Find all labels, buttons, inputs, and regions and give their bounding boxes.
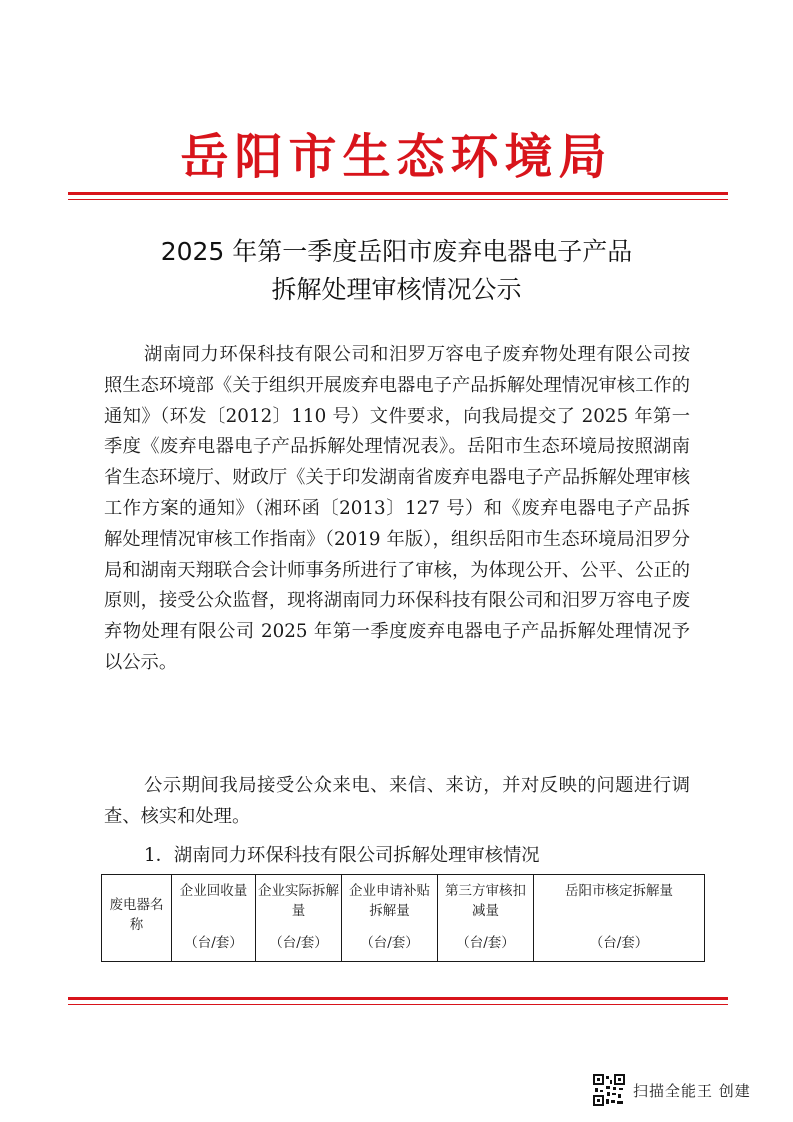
column-header-unit: （台/套） bbox=[360, 935, 419, 951]
watermark-text: 扫描全能王 创建 bbox=[633, 1081, 751, 1100]
column-header bbox=[172, 875, 256, 962]
footer-red-rule-thin bbox=[68, 1004, 728, 1005]
column-header-label: 第三方审核扣减量 bbox=[445, 883, 526, 919]
column-header-label: 企业申请补贴拆解量 bbox=[349, 883, 430, 919]
table-header-row bbox=[102, 875, 705, 962]
body-paragraph-2: 公示期间我局接受公众来电、来信、来访，并对反映的问题进行调查、核实和处理。 bbox=[104, 775, 690, 827]
section-heading: 1．湖南同力环保科技有限公司拆解处理审核情况 bbox=[144, 845, 540, 866]
column-header-unit: （台/套） bbox=[589, 935, 649, 951]
letterhead-red-rule-thin bbox=[68, 199, 728, 200]
scanner-watermark bbox=[593, 1073, 751, 1107]
column-header bbox=[534, 875, 705, 962]
column-header bbox=[342, 875, 438, 962]
column-header-unit: （台/套） bbox=[184, 935, 243, 951]
qr-code-icon bbox=[593, 1074, 625, 1106]
org-letterhead: 岳阳市生态环境局 bbox=[180, 129, 613, 185]
column-header bbox=[438, 875, 534, 962]
document-title-line-2: 拆解处理审核情况公示 bbox=[271, 275, 522, 304]
document-title-line-1: 2025 年第一季度岳阳市废弃电器电子产品 bbox=[160, 237, 633, 266]
footer-red-rule bbox=[68, 997, 728, 1000]
audit-table bbox=[101, 874, 705, 962]
column-header-unit: （台/套） bbox=[269, 935, 328, 951]
column-header-label: 企业回收量 bbox=[179, 883, 248, 899]
letterhead-red-rule bbox=[68, 192, 728, 195]
column-header-label: 企业实际拆解量 bbox=[258, 883, 339, 919]
column-header-label: 废电器名称 bbox=[109, 897, 164, 933]
body-paragraph-1: 湖南同力环保科技有限公司和汨罗万容电子废弃物处理有限公司按照生态环境部《关于组织开展废弃电器电子产品拆解处理情况审核工作的通知》（环发〔2012〕110 号）文件要求，向我局提交了 2025 年第一季度《废弃电器电子产品拆解处理情况表》。岳阳市生态环境局按照湖南省生态环境厅、财政厅《关于印发湖南省废弃电器电子产品拆解处理审核工作方案的通知》（湘环函〔2013〕127 号）和《废弃电器电子产品拆解处理情况审核工作指南》（2019 年版），组织岳阳市生态环境局汨罗分局和湖南天翔联合会计师事务所进行了审核，为体现公开、公平、公正的原则，接受公众监督，现将湖南同力环保科技有限公司和汨罗万容电子废弃物处理有限公司 2025 年第一季度废弃电器电子产品拆解处理情况予以公示。 bbox=[104, 344, 690, 673]
column-header bbox=[256, 875, 342, 962]
column-header-label: 岳阳市核定拆解量 bbox=[565, 883, 673, 899]
column-header-unit: （台/套） bbox=[456, 935, 515, 951]
column-header bbox=[102, 875, 172, 962]
